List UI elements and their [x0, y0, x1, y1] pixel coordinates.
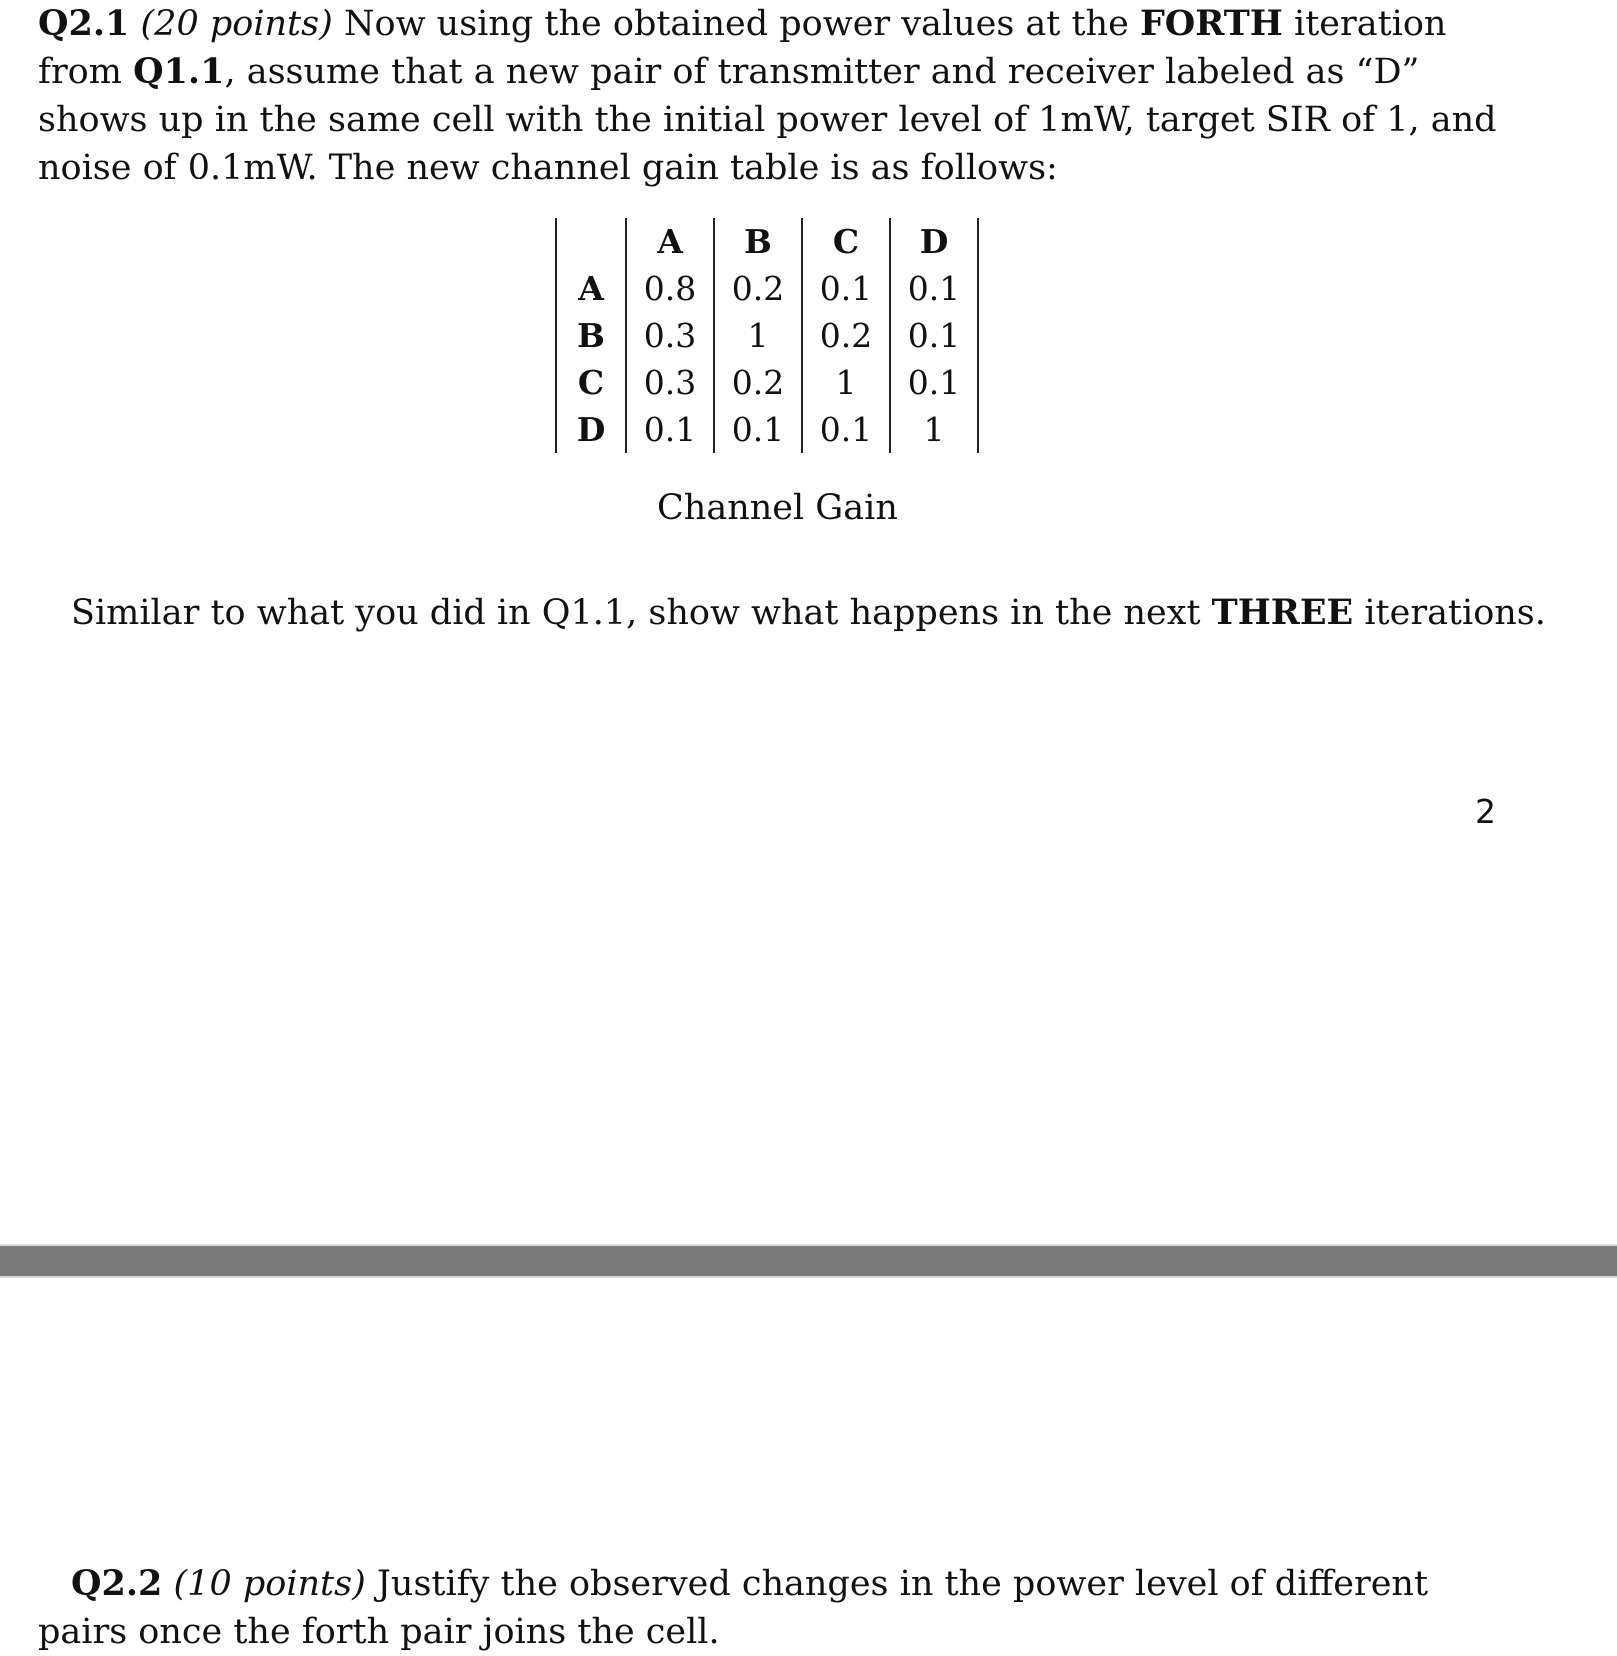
table-cell: 0.1	[890, 312, 978, 359]
table-cell: 0.1	[890, 359, 978, 406]
page-number: 2	[1475, 792, 1496, 831]
emphasis-q1-1: Q1.1	[133, 51, 225, 92]
table-row	[556, 359, 978, 406]
table-row	[556, 312, 978, 359]
channel-gain-table	[555, 218, 979, 453]
table-corner-cell	[556, 218, 626, 265]
emphasis-forth: FORTH	[1139, 3, 1283, 44]
table-cell: 1	[714, 312, 802, 359]
table-row	[556, 406, 978, 453]
column-header: D	[890, 218, 978, 265]
table-cell: 1	[802, 359, 890, 406]
instruction-text	[71, 592, 1546, 633]
question-text: Justify the observed changes in the power level of different pairs once the forth pair joins the cell.	[38, 1564, 1429, 1652]
instruction-part: iterations.	[1353, 593, 1546, 633]
table-cell: 0.1	[890, 265, 978, 312]
question-text: , assume that a new pair of transmitter and receiver labeled as “D” shows up in the same cell with the initial power level of 1mW, target SIR of 1, and noise of 0.1mW. The new channel gain table is as follows:	[38, 52, 1497, 188]
table-cell: 0.1	[802, 265, 890, 312]
row-header: C	[556, 359, 626, 406]
table-header-row	[556, 218, 978, 265]
table-cell: 0.2	[802, 312, 890, 359]
column-header: B	[714, 218, 802, 265]
instruction-part: Similar to what you did in Q1.1, show what happens in the next	[71, 593, 1212, 633]
table-row	[556, 265, 978, 312]
table-cell: 0.2	[714, 265, 802, 312]
table-caption: Channel Gain	[657, 488, 898, 528]
table-cell: 0.3	[626, 312, 714, 359]
row-header: D	[556, 406, 626, 453]
table-cell: 0.3	[626, 359, 714, 406]
table-cell: 0.1	[626, 406, 714, 453]
question-text: iteration from	[38, 4, 1447, 92]
points-label: (20 points)	[140, 4, 333, 44]
emphasis-three: THREE	[1211, 592, 1354, 633]
table-cell: 0.1	[714, 406, 802, 453]
table-cell: 0.2	[714, 359, 802, 406]
question-2-1	[38, 0, 1508, 192]
column-header: C	[802, 218, 890, 265]
table-cell: 0.8	[626, 265, 714, 312]
table-cell: 1	[890, 406, 978, 453]
question-label: Q2.1	[38, 3, 130, 44]
page-divider	[0, 1244, 1617, 1278]
row-header: B	[556, 312, 626, 359]
column-header: A	[626, 218, 714, 265]
points-label: (10 points)	[173, 1564, 366, 1604]
question-2-2	[38, 1560, 1508, 1656]
question-label: Q2.2	[71, 1563, 163, 1604]
row-header: A	[556, 265, 626, 312]
table-cell: 0.1	[802, 406, 890, 453]
question-text: Now using the obtained power values at the	[332, 4, 1140, 44]
